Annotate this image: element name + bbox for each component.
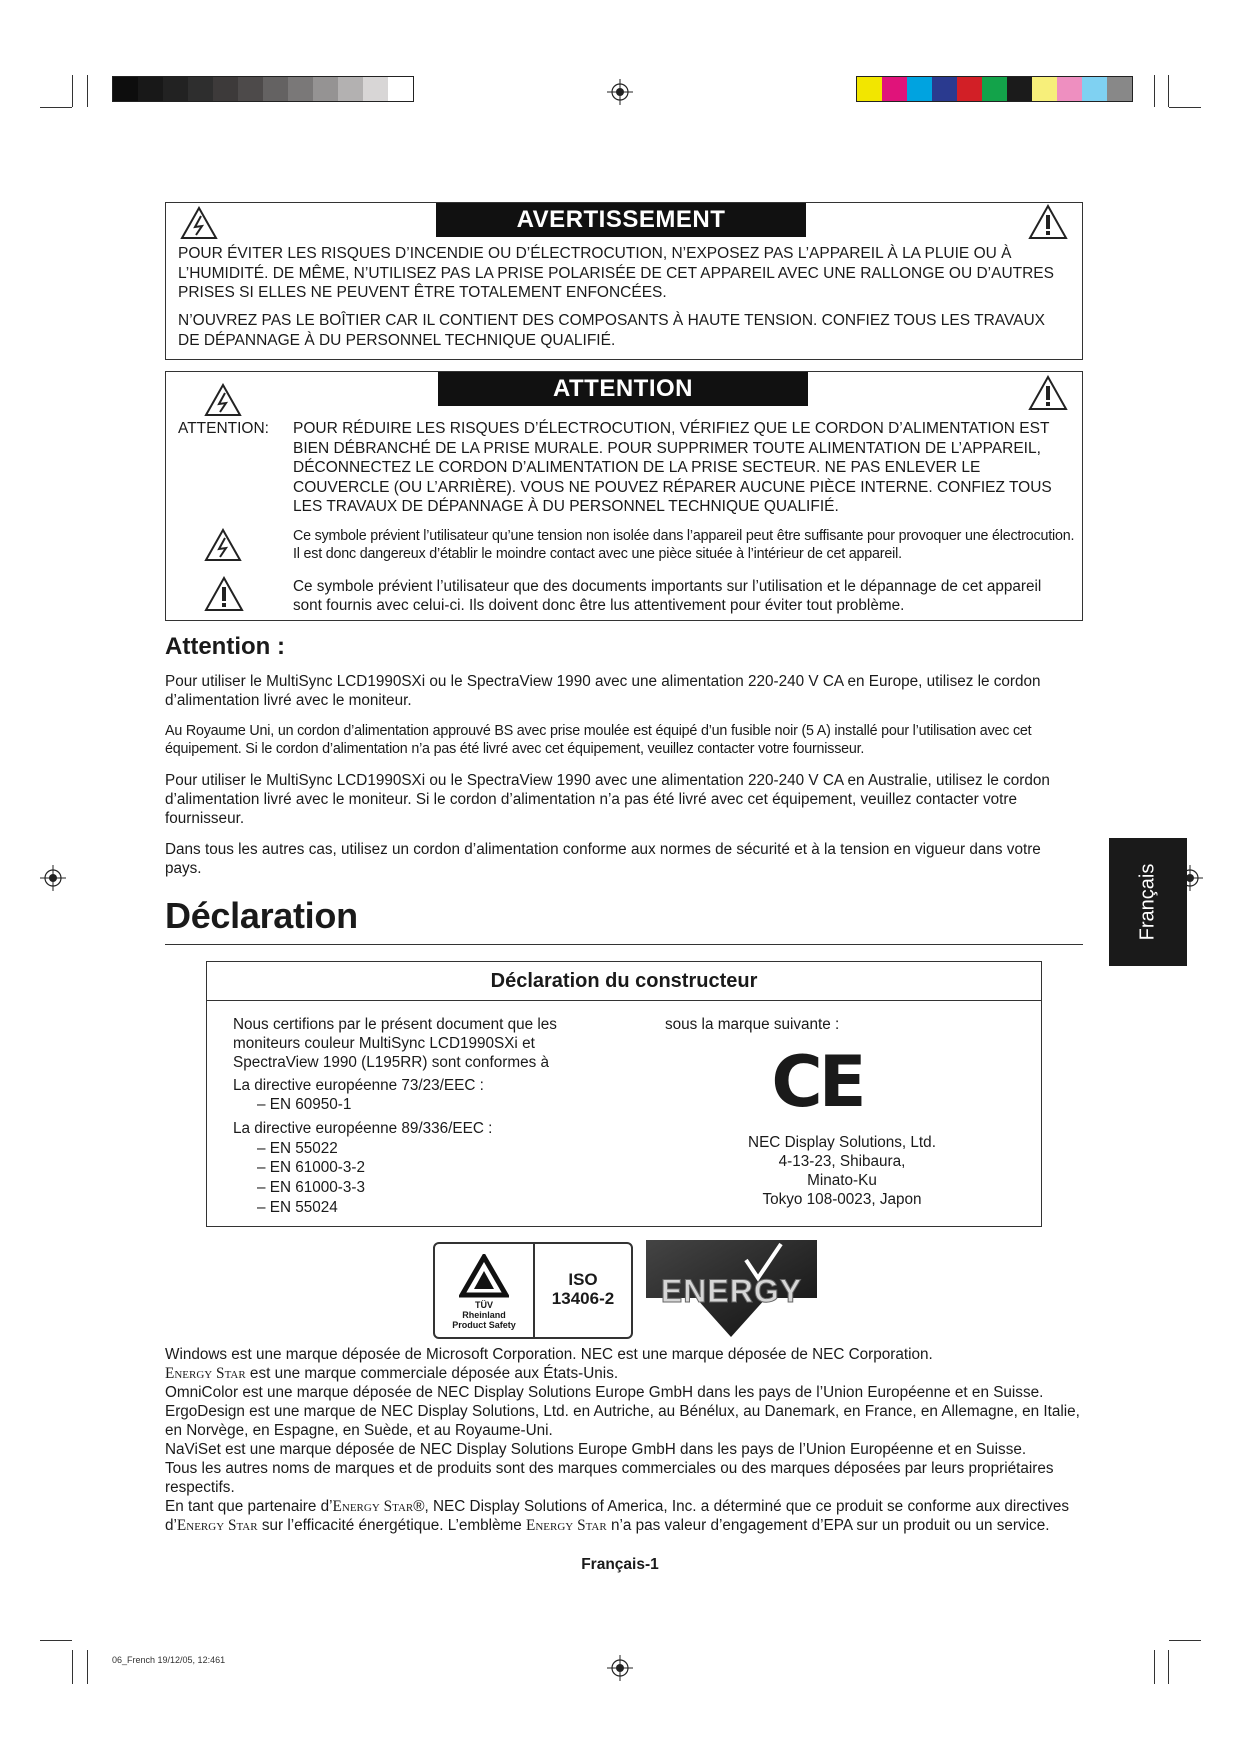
electric-shock-warning-icon	[204, 528, 242, 562]
address-line: 4-13-23, Shibaura,	[778, 1153, 906, 1170]
shock-symbol-description: Ce symbole prévient l’utilisateur qu’une tension non isolée dans l’appareil peut être suffisante pour provoquer une électrocution. Il est donc dangereux d’établir le moindre contact avec une pièce située à l’intérieur de cet appareil.	[293, 528, 1075, 562]
attention-paragraph-uk: Au Royaume Uni, un cordon d’alimentation approuvé BS avec prise moulée est équipé d’un fusible noir (5 A) installé pour l’utilisation avec cet équipement. Si le cordon d’alimentation n’a pas été livré avec cet équipement, veuillez contacter votre fournisseur.	[165, 723, 1032, 757]
exclamation-warning-icon	[1028, 204, 1068, 240]
trademark-line: OmniColor est une marque déposée de NEC Display Solutions Europe GmbH dans les pays de l’Union Européenne et en Suisse.	[165, 1384, 1044, 1401]
trademark-line	[165, 1497, 1080, 1535]
side-tab-label: Français	[1136, 863, 1159, 941]
warning-title: AVERTISSEMENT	[436, 203, 806, 237]
attention-paragraph-other: Dans tous les autres cas, utilisez un cordon d’alimentation conforme aux normes de sécurité et à la tension en vigueur dans votre pays.	[165, 841, 1041, 877]
directive-73-23-item: – EN 60950-1	[257, 1096, 352, 1113]
tuv-triangle-icon	[459, 1254, 509, 1298]
trademark-line: NaViSet est une marque déposée de NEC Display Solutions Europe GmbH dans les pays de l’Union Européenne et en Suisse.	[165, 1441, 1027, 1458]
warning-text-1: POUR ÉVITER LES RISQUES D’INCENDIE OU D’ÉLECTROCUTION, N’EXPOSEZ PAS L’APPAREIL À LA PLUIE OU À L’HUMIDITÉ. DE MÊME, N’UTILISEZ PAS LA PRISE POLARISÉE DE CET APPAREIL AVEC UNE RALLONGE OU D’AUTRES PRISES SI ELLES NE PEUVENT ÊTRE TOTALEMENT ENFONCÉES.	[178, 245, 1054, 301]
manufacturer-declaration-box	[206, 961, 1042, 1227]
ce-mark: CE	[771, 1041, 863, 1123]
energy-star-logo	[646, 1240, 817, 1337]
directive-89-336-item: – EN 61000-3-2	[257, 1159, 365, 1176]
trademark-line: ErgoDesign est une marque de NEC Display Solutions, Ltd. en Autriche, au Bénélux, au Danemark, en France, en Allemagne, en Italie, en Norvège, en Espagne, en Suède, et au Royaume-Uni.	[165, 1403, 1080, 1439]
trademark-text: ®, NEC Display Solutions of America, Inc. a déterminé que ce produit se conforme aux directives d’	[165, 1498, 1069, 1534]
iso-standard: 13406-2	[551, 1289, 615, 1308]
directive-73-23: La directive européenne 73/23/EEC :	[233, 1077, 484, 1094]
tuv-label: TÜV	[475, 1300, 493, 1310]
electric-shock-warning-icon	[204, 383, 242, 417]
trademark-text: n’a pas valeur d’engagement d’EPA sur un produit ou un service.	[606, 1517, 1050, 1534]
section-divider	[165, 944, 1083, 945]
registration-mark-icon	[607, 1655, 633, 1681]
tuv-iso-logo	[433, 1242, 633, 1339]
trademark-text: En tant que partenaire d’	[165, 1498, 333, 1515]
trademark-line: Windows est une marque déposée de Microsoft Corporation. NEC est une marque déposée de NEC Corporation.	[165, 1346, 933, 1363]
energy-star-name: Energy Star	[332, 1498, 414, 1515]
directive-89-336-item: – EN 55022	[257, 1140, 338, 1157]
attention-paragraph-europe: Pour utiliser le MultiSync LCD1990SXi ou le SpectraView 1990 avec une alimentation 220-240 V CA en Europe, utilisez le cordon d’alimentation livré avec le moniteur.	[165, 673, 1041, 709]
trademark-line	[165, 1364, 1080, 1383]
trademark-line: Tous les autres noms de marques et de produits sont des marques commerciales ou des marques déposées par leurs propriétaires respectifs.	[165, 1460, 1054, 1496]
directive-89-336-item: – EN 61000-3-3	[257, 1179, 365, 1196]
cmyk-color-bar	[856, 76, 1133, 102]
attention-box	[165, 371, 1083, 621]
electric-shock-warning-icon	[180, 206, 218, 240]
attention-text: POUR RÉDUIRE LES RISQUES D’ÉLECTROCUTION, VÉRIFIEZ QUE LE CORDON D’ALIMENTATION EST BIEN DÉBRANCHÉ DE LA PRISE MURALE. POUR SUPPRIMER TOUTE ALIMENTATION DE L’APPAREIL, DÉCONNECTEZ LE CORDON D’ALIMENTATION DE LA PRISE SECTEUR. NE PAS ENLEVER LE COUVERCLE (OU L’ARRIÈRE). VOUS NE POUVEZ RÉPARER AUCUNE PIÈCE INTERNE. CONFIEZ TOUS LES TRAVAUX DE DÉPANNAGE À DU PERSONNEL TECHNIQUE QUALIFIÉ.	[293, 420, 1052, 515]
language-side-tab	[1109, 838, 1187, 966]
registration-mark-icon	[607, 79, 633, 105]
attention-title: ATTENTION	[438, 372, 808, 406]
exclamation-warning-icon	[1028, 375, 1068, 411]
declaration-intro: Nous certifions par le présent document que les moniteurs couleur MultiSync LCD1990SXi et SpectraView 1990 (L195RR) sont conformes à	[233, 1016, 557, 1071]
energy-label: ENERGY	[660, 1273, 803, 1309]
warning-box	[165, 202, 1083, 360]
energy-star-name: Energy Star	[176, 1517, 258, 1534]
attention-label: ATTENTION:	[178, 420, 269, 437]
print-slug: 06_French 19/12/05, 12:461	[112, 1655, 226, 1665]
trademark-text: est une marque commerciale déposée aux États-Unis.	[245, 1365, 619, 1382]
manufacturer-address	[662, 1133, 1022, 1209]
tuv-label: Rheinland	[462, 1310, 506, 1320]
address-line: Minato-Ku	[807, 1172, 877, 1189]
address-line: NEC Display Solutions, Ltd.	[748, 1134, 936, 1151]
exclamation-symbol-description: Ce symbole prévient l’utilisateur que des documents importants sur l’utilisation et le dépannage de cet appareil sont fournis avec celui-ci. Ils doivent donc être lus attentivement pour éviter tout problème.	[293, 578, 1042, 614]
energy-star-name: Energy Star	[526, 1517, 607, 1534]
warning-text-2: N’OUVREZ PAS LE BOÎTIER CAR IL CONTIENT DES COMPOSANTS À HAUTE TENSION. CONFIEZ TOUS LES TRAVAUX DE DÉPANNAGE À DU PERSONNEL TECHNIQUE QUALIFIÉ.	[178, 312, 1046, 349]
exclamation-warning-icon	[204, 576, 244, 612]
energy-star-name: Energy Star	[165, 1365, 246, 1382]
directive-89-336-item: – EN 55024	[257, 1199, 338, 1216]
grayscale-color-bar	[112, 76, 414, 102]
tuv-label: Product Safety	[452, 1320, 516, 1330]
declaration-box-title: Déclaration du constructeur	[207, 962, 1041, 1001]
attention-paragraph-australia: Pour utiliser le MultiSync LCD1990SXi ou le SpectraView 1990 avec une alimentation 220-240 V CA en Australie, utilisez le cordon d’alimentation livré avec le moniteur. Si le cordon d’alimentation n’a pas été livré avec cet équipement, veuillez contacter votre fournisseur.	[165, 772, 1050, 827]
page-number: Français-1	[581, 1556, 659, 1573]
mark-label: sous la marque suivante :	[665, 1016, 840, 1033]
registration-mark-icon	[40, 865, 66, 891]
trademarks-block	[165, 1345, 1080, 1535]
iso-label: ISO	[568, 1270, 598, 1289]
attention-heading: Attention :	[165, 633, 285, 660]
declaration-heading: Déclaration	[165, 895, 358, 936]
directive-89-336: La directive européenne 89/336/EEC :	[233, 1120, 493, 1137]
trademark-text: sur l’efficacité énergétique. L’emblème	[257, 1517, 527, 1534]
address-line: Tokyo 108-0023, Japon	[762, 1191, 922, 1208]
